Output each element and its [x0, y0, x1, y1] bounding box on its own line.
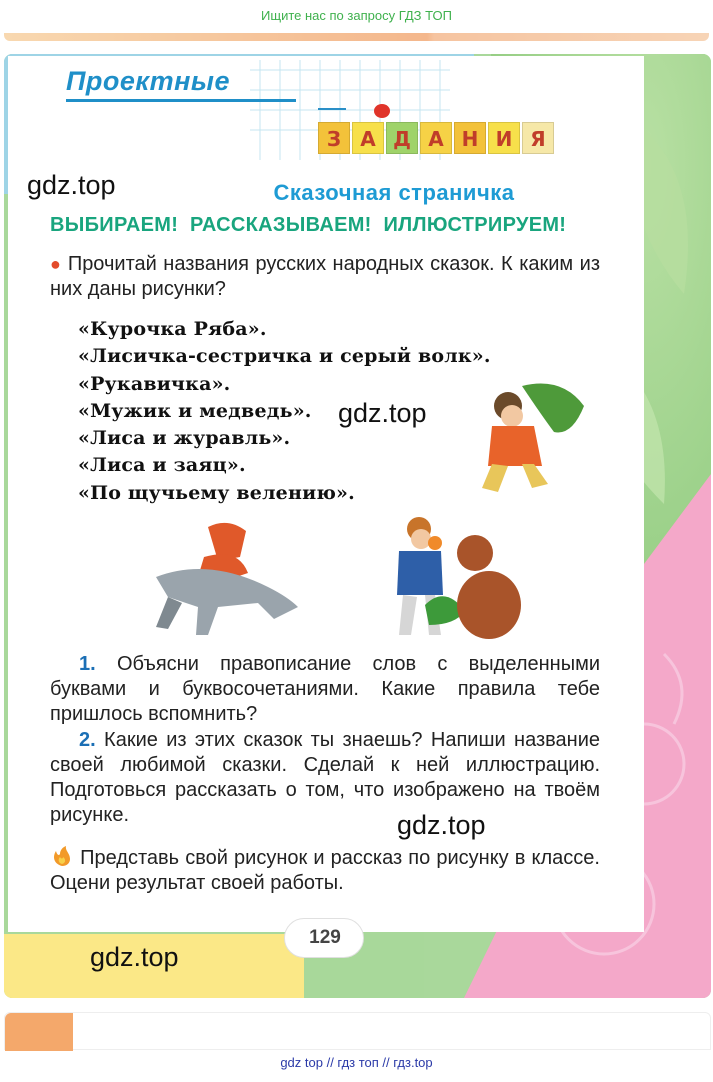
- final-task-text: Представь свой рисунок и рассказ по рисунку в классе. Оцени результат своей работы.: [50, 847, 600, 894]
- watermark: gdz.top: [338, 398, 427, 428]
- letter-block: А: [352, 122, 384, 154]
- tale-title: «Мужик и медведь».: [78, 399, 312, 422]
- watermark: gdz.top: [397, 810, 486, 840]
- tale-title: «По щучьему велению».: [78, 481, 355, 504]
- letter-block: А: [420, 122, 452, 154]
- watermark: gdz.top: [27, 170, 116, 200]
- apple-icon: [374, 104, 390, 118]
- tale-title: «Лиса и заяц».: [78, 454, 246, 477]
- intro-paragraph: [50, 252, 600, 302]
- footer-links[interactable]: gdz top // гдз топ // гдз.top: [280, 1055, 433, 1070]
- previous-page-strip: [4, 33, 709, 41]
- task-2: [50, 728, 600, 828]
- watermark: gdz.top: [90, 942, 179, 972]
- task-number: 1.: [79, 653, 96, 675]
- flame-icon: [50, 845, 74, 867]
- page-number-tab: [284, 918, 364, 958]
- tale-title: «Курочка Ряба».: [78, 318, 267, 340]
- final-task: [50, 845, 600, 896]
- peasant-bear-illustration: [385, 515, 525, 641]
- letter-block: Я: [522, 122, 554, 154]
- project-title: Проектные: [66, 66, 230, 96]
- task-1: [50, 652, 600, 727]
- task-letter-blocks: [318, 122, 554, 154]
- tale-list: [78, 316, 491, 507]
- emelya-pike-illustration: [472, 376, 592, 498]
- letter-block: З: [318, 122, 350, 154]
- section-subtitle: Сказочная страничка: [273, 180, 515, 205]
- top-banner[interactable]: Ищите нас по запросу ГДЗ ТОП: [261, 8, 452, 23]
- intro-text: Прочитай названия русских народных сказок. К каким из них даны рисунки?: [50, 253, 601, 300]
- task-text: Какие из этих сказок ты знаешь? Напиши название своей любимой сказки. Сделай к ней иллюстрацию. Подготовься рассказать о том, что изображено на твоём рисунке.: [50, 729, 601, 826]
- next-page-strip: [4, 1012, 711, 1050]
- task-number: 2.: [79, 729, 96, 751]
- letter-block: Д: [386, 122, 418, 154]
- next-page-corner: [5, 1013, 73, 1051]
- title-underline: [66, 99, 296, 102]
- letter-block: И: [488, 122, 520, 154]
- measure-mark: [318, 108, 346, 114]
- fox-wolf-illustration: [148, 517, 300, 639]
- letter-block: Н: [454, 122, 486, 154]
- task-text: Объясни правописание слов с выделенными буквами и буквосочетаниями. Какие правила тебе пришлось вспомнить?: [50, 653, 600, 725]
- tale-title: «Рукавичка».: [78, 372, 231, 395]
- bullet-icon: ●: [50, 254, 62, 274]
- section-heading: ВЫБИРАЕМ! РАССКАЗЫВАЕМ! ИЛЛЮСТРИРУЕМ!: [50, 214, 567, 236]
- tale-title: «Лиса и журавль».: [78, 427, 291, 450]
- page-number: 129: [309, 927, 341, 948]
- tale-title: «Лисичка-сестричка и серый волк».: [78, 345, 491, 368]
